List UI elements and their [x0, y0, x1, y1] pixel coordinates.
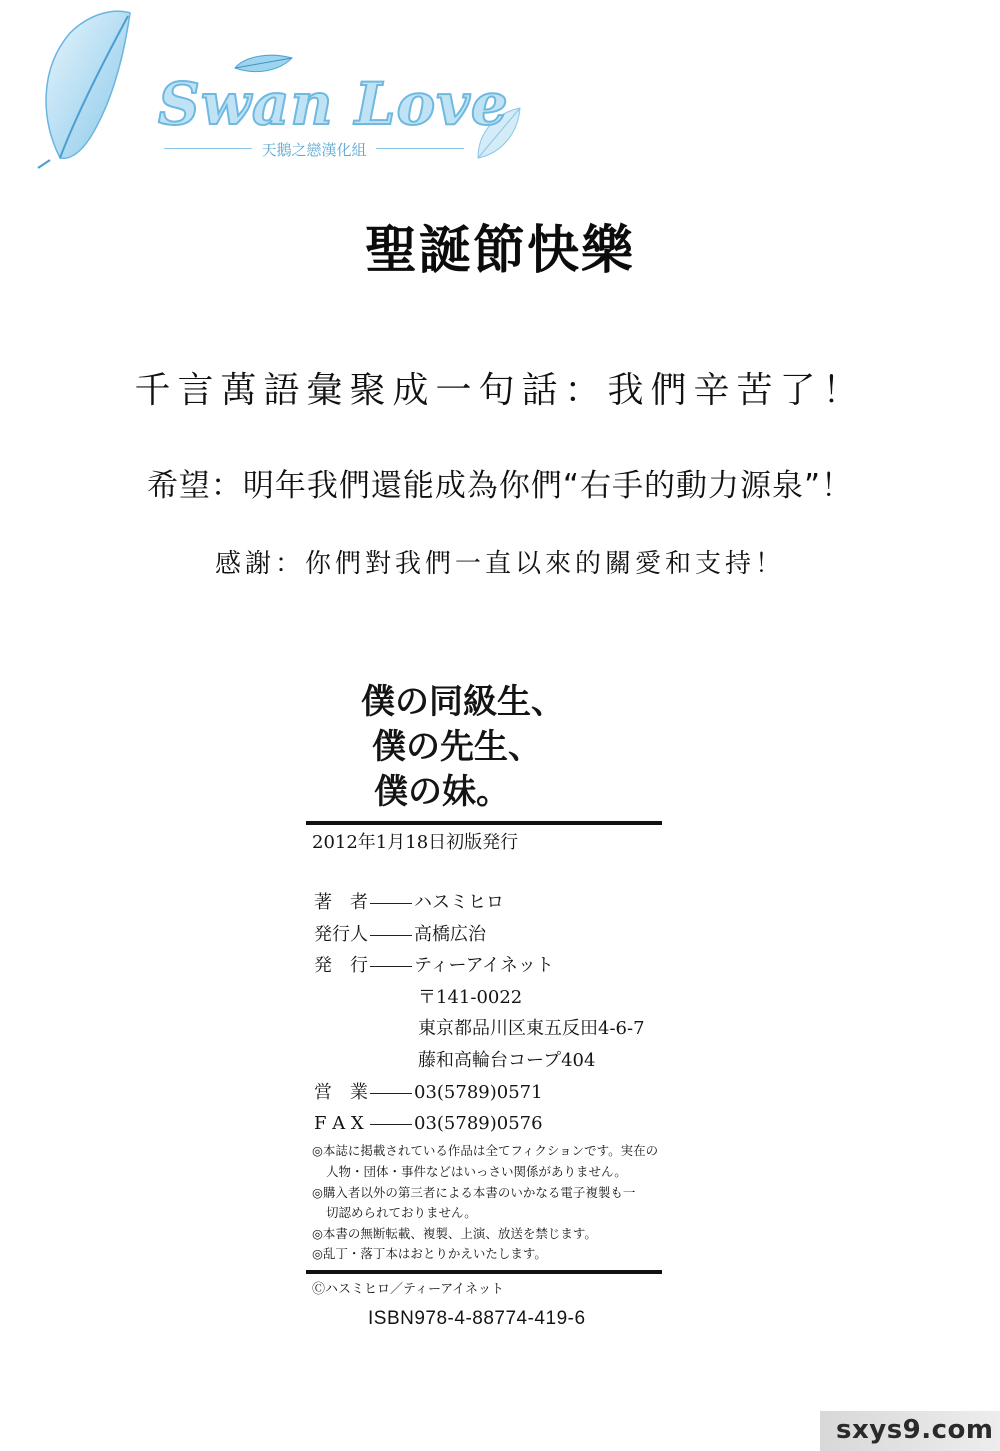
address-line: 東京都品川区東五反田4-6-7 — [418, 1018, 645, 1039]
publication-date: 2012年1月18日初版発行 — [312, 832, 519, 853]
info-row-fax — [314, 1111, 543, 1137]
notice-line: ◎乱丁・落丁本はおとりかえいたします。 — [312, 1246, 547, 1261]
book-title-line: 僕の妹。 — [374, 772, 510, 812]
info-label: 発 行 — [314, 955, 368, 976]
watermark — [820, 1411, 1000, 1451]
watermark-text: sxys9.com — [836, 1415, 994, 1445]
dash — [370, 1124, 412, 1125]
info-value: ハスミヒロ — [414, 892, 504, 913]
book-title-line: 僕の先生、 — [372, 727, 542, 767]
address-line: 藤和高輪台コープ404 — [418, 1050, 596, 1071]
dash — [370, 903, 412, 904]
message-line-3: 感謝：你們對我們一直以來的關愛和支持！ — [214, 549, 785, 579]
notice-line: ◎本書の無断転載、複製、上演、放送を禁じます。 — [312, 1226, 597, 1241]
message-line-2: 希望：明年我們還能成為你們“右手的動力源泉”！ — [146, 468, 854, 504]
logo — [30, 8, 530, 173]
notice-line: 人物・団体・事件などはいっさい関係がありません。 — [326, 1164, 627, 1179]
logo-subtitle: 天鵝之戀漢化組 — [158, 139, 470, 160]
address-line: 〒141-0022 — [418, 987, 523, 1008]
notice-line: ◎購入者以外の第三者による本書のいかなる電子複製も一 — [312, 1185, 636, 1200]
notice-line: ◎本誌に掲載されている作品は全てフィクションです。実在の — [312, 1143, 659, 1158]
info-label: 発行人 — [314, 924, 368, 945]
greeting-title: 聖誕節快樂 — [364, 221, 635, 281]
isbn: ISBN978-4-88774-419-6 — [368, 1308, 586, 1329]
info-row-sales — [314, 1080, 543, 1106]
logo-title: Swan Love — [158, 70, 509, 138]
info-value: 03(5789)0576 — [414, 1113, 543, 1134]
info-value: 03(5789)0571 — [414, 1082, 543, 1103]
notice-line: 切認められておりません。 — [326, 1205, 477, 1220]
divider — [306, 821, 662, 825]
dash — [370, 935, 412, 936]
info-row-author — [314, 890, 504, 916]
info-value: 高橋広治 — [414, 924, 486, 945]
info-label: F A X — [314, 1113, 364, 1134]
info-label: 営 業 — [314, 1082, 368, 1103]
book-title — [306, 680, 668, 815]
divider — [306, 1270, 662, 1274]
info-value: ティーアイネット — [414, 955, 554, 976]
dash — [370, 966, 412, 967]
message-line-1: 千言萬語彙聚成一句話：我們辛苦了！ — [134, 370, 866, 411]
info-row-issuer — [314, 953, 554, 979]
info-row-publisher — [314, 922, 486, 948]
dash — [370, 1093, 412, 1094]
copyright: Ⓒハスミヒロ／ティーアイネット — [312, 1282, 505, 1297]
info-label: 著 者 — [314, 892, 368, 913]
book-title-line: 僕の同級生、 — [361, 682, 565, 722]
